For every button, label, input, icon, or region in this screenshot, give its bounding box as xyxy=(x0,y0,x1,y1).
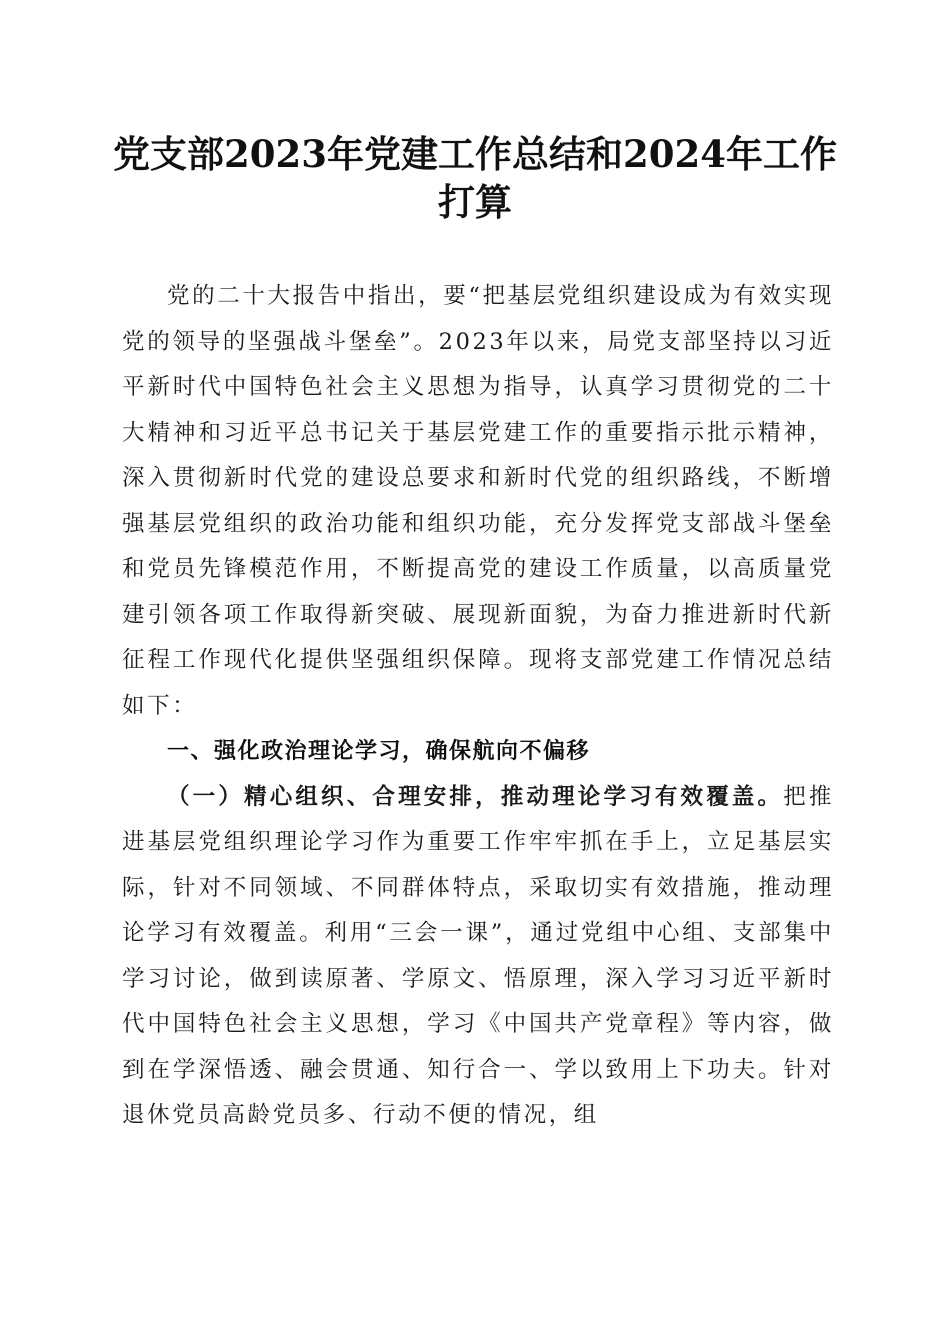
document-body xyxy=(122,274,834,1139)
subsection-body-1-1: 把推进基层党组织理论学习作为重要工作牢牢抓在手上，立足基层实际，针对不同领域、不同群体特点，采取切实有效措施，推动理论学习有效覆盖。利用“三会一课”，通过党组中心组、支部集中学习讨论，做到读原著、学原文、悟原理，深入学习习近平新时代中国特色社会主义思想，学习《中国共产党章程》等内容，做到在学深悟透、融会贯通、知行合一、学以致用上下功夫。针对退休党员高龄党员多、行动不便的情况，组 xyxy=(122,783,834,1128)
subsection-paragraph-1-1 xyxy=(122,775,834,1139)
intro-paragraph: 党的二十大报告中指出，要“把基层党组织建设成为有效实现党的领导的坚强战斗堡垒”。2023年以来，局党支部坚持以习近平新时代中国特色社会主义思想为指导，认真学习贯彻党的二十大精神和习近平总书记关于基层党建工作的重要指示批示精神，深入贯彻新时代党的建设总要求和新时代党的组织路线，不断增强基层党组织的政治功能和组织功能，充分发挥党支部战斗堡垒和党员先锋模范作用，不断提高党的建设工作质量，以高质量党建引领各项工作取得新突破、展现新面貌，为奋力推进新时代新征程工作现代化提供坚强组织保障。现将支部党建工作情况总结如下： xyxy=(122,283,834,719)
document-title: 党支部2023年党建工作总结和2024年工作打算 xyxy=(113,132,837,224)
section-heading-1: 一、强化政治理论学习，确保航向不偏移 xyxy=(167,739,591,764)
subsection-heading-1-1: （一）精心组织、合理安排，推动理论学习有效覆盖。 xyxy=(167,783,784,810)
